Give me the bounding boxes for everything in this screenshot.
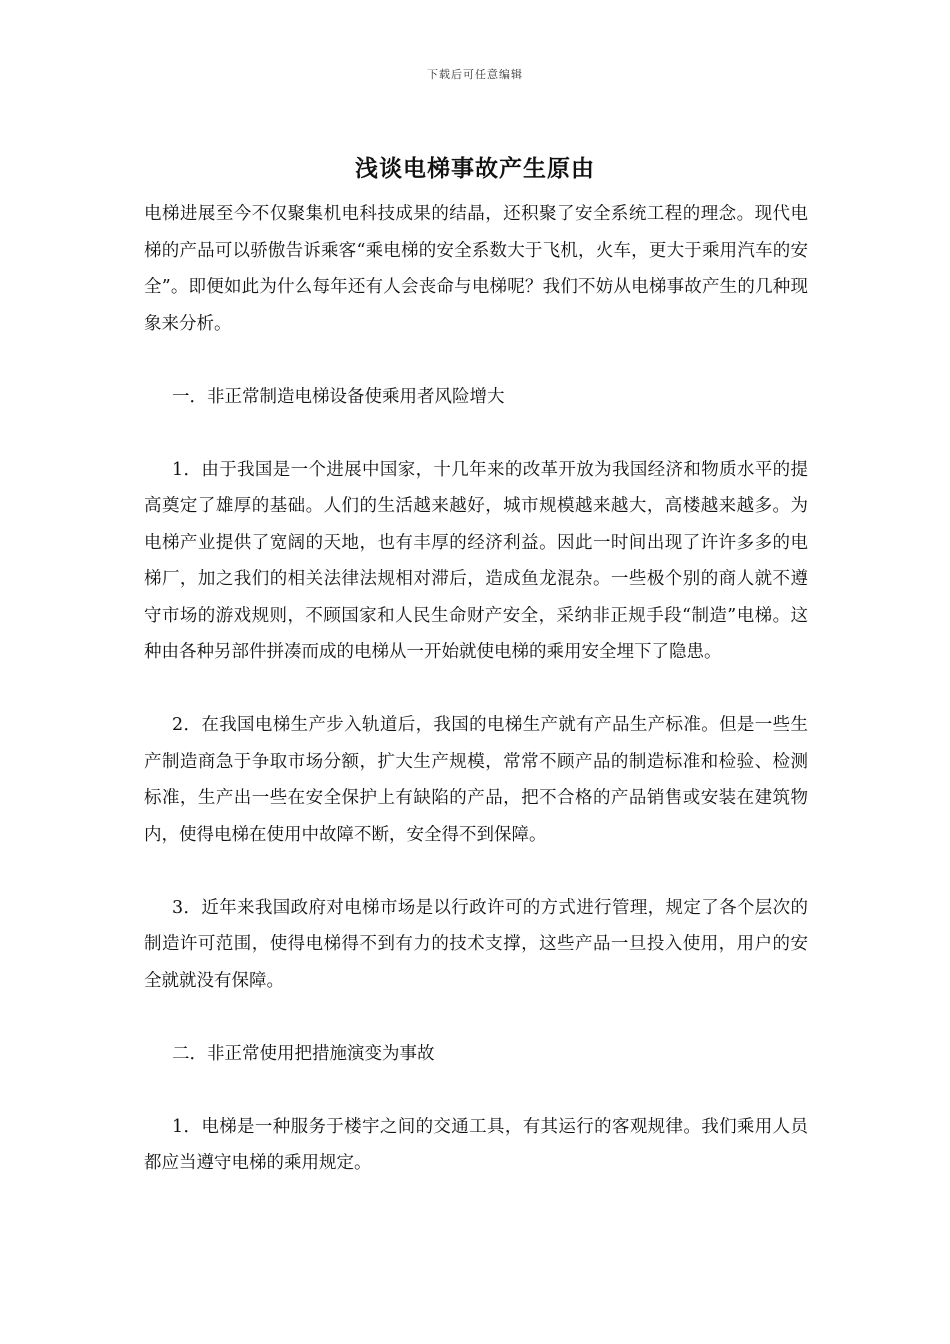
section1-item-1: 1．由于我国是一个进展中国家，十几年来的改革开放为我国经济和物质水平的提高奠定了雄厚的基础。人们的生活越来越好，城市规模越来越大，高楼越来越多。为电梯产业提供了宽阔的天地，也有丰厚的经济利益。因此一时间出现了许许多多的电梯厂，加之我们的相关法律法规相对滞后，造成鱼龙混杂。一些极个别的商人就不遵守市场的游戏规则，不顾国家和人民生命财产安全，采纳非正规手段“制造”电梯。这种由各种另部件拼凑而成的电梯从一开始就使电梯的乘用安全埋下了隐患。 <box>144 459 808 662</box>
paragraph-spacer <box>144 1072 808 1109</box>
paragraph-spacer <box>144 671 808 708</box>
section1-item-2: 2．在我国电梯生产步入轨道后，我国的电梯生产就有产品生产标准。但是一些生产制造商急于争取市场分额，扩大生产规模，常常不顾产品的制造标准和检验、检测标准，生产出一些在安全保护上有缺陷的产品，把不合格的产品销售或安装在建筑物内，使得电梯在使用中故障不断，安全得不到保障。 <box>144 715 808 845</box>
paragraph-spacer <box>144 342 808 379</box>
document-body <box>144 196 808 1182</box>
paragraph-spacer <box>144 853 808 890</box>
intro-paragraph: 电梯进展至今不仅聚集机电科技成果的结晶，还积聚了安全系统工程的理念。现代电梯的产品可以骄傲告诉乘客“乘电梯的安全系数大于飞机，火车，更大于乘用汽车的安全”。即便如此为什么每年还有人会丧命与电梯呢？我们不妨从电梯事故产生的几种现象来分析。 <box>144 204 808 334</box>
section1-item-3: 3．近年来我国政府对电梯市场是以行政许可的方式进行管理，规定了各个层次的制造许可范围，使得电梯得不到有力的技术支撑，这些产品一旦投入使用，用户的安全就就没有保障。 <box>144 897 808 991</box>
header-note: 下载后可任意编辑 <box>427 68 523 81</box>
paragraph-spacer <box>144 999 808 1036</box>
section2-item-1: 1．电梯是一种服务于楼宇之间的交通工具，有其运行的客观规律。我们乘用人员都应当遵守电梯的乘用规定。 <box>144 1116 808 1173</box>
document-title: 浅谈电梯事故产生原由 <box>355 155 595 182</box>
section-heading-2: 二．非正常使用把措施演变为事故 <box>172 1043 435 1064</box>
section-heading-1: 一．非正常制造电梯设备使乘用者风险增大 <box>172 386 505 407</box>
paragraph-spacer <box>144 415 808 452</box>
